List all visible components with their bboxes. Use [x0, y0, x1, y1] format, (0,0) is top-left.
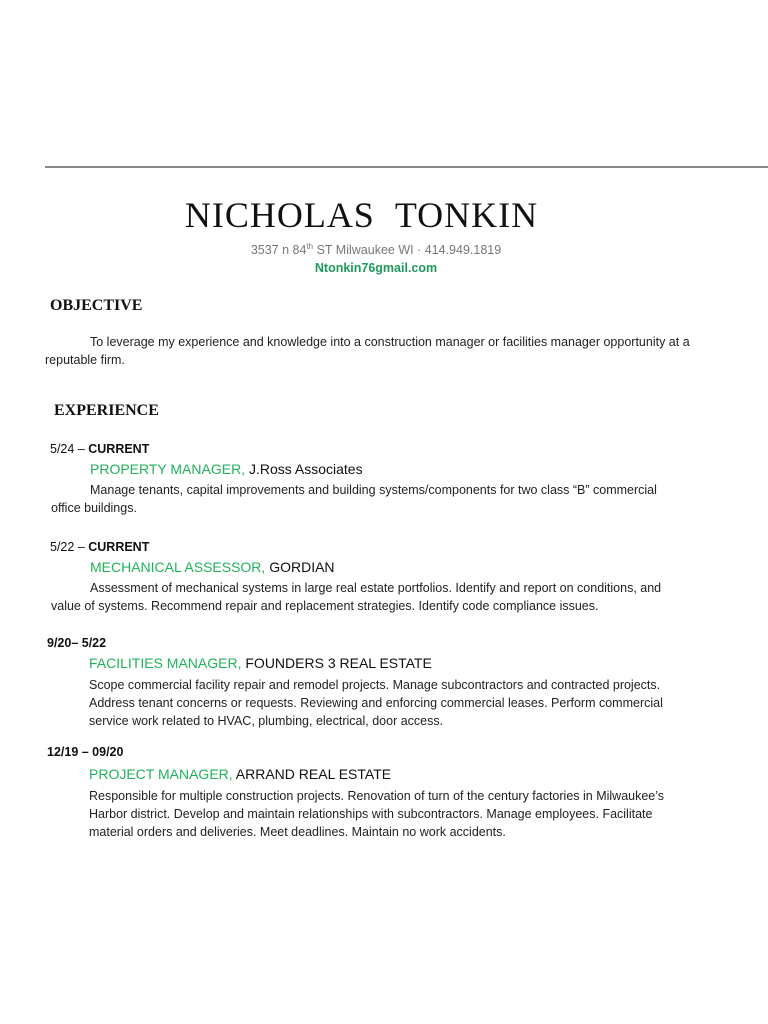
job-role	[89, 655, 432, 671]
job-desc-line: office buildings.	[51, 501, 137, 515]
job-desc-line: Harbor district. Develop and maintain relationships with subcontractors. Manage employees. Facilitate	[89, 807, 653, 821]
first-name: NICHOLAS	[184, 195, 375, 235]
objective-line-1: To leverage my experience and knowledge into a construction manager or facilities manager opportunity at a	[90, 335, 690, 349]
objective-line-2: reputable firm.	[45, 353, 125, 367]
job-date-start: 5/22 –	[50, 540, 89, 554]
job-desc-line: Responsible for multiple construction projects. Renovation of turn of the century factories in Milwaukee’s	[89, 789, 665, 803]
job-desc-line: Manage tenants, capital improvements and building systems/components for two class “B” commercial	[90, 483, 657, 497]
job-date-end: CURRENT	[88, 540, 150, 554]
job-desc-line: Address tenant concerns or requests. Reviewing and enforcing commercial leases. Perform commercial	[89, 696, 663, 710]
job-company: J.Ross Associates	[245, 461, 363, 477]
experience-heading: EXPERIENCE	[54, 402, 159, 419]
job-role	[90, 559, 335, 575]
job-desc-line: service work related to HVAC, plumbing, electrical, door access.	[89, 714, 444, 728]
last-name: TONKIN	[394, 195, 539, 235]
job-role	[90, 461, 363, 477]
objective-heading: OBJECTIVE	[50, 297, 143, 314]
job-title: FACILITIES MANAGER,	[89, 655, 242, 671]
job-desc-line: material orders and deliveries. Meet deadlines. Maintain no work accidents.	[89, 825, 506, 839]
job-date-start: 5/24 –	[50, 442, 89, 456]
job-company: GORDIAN	[265, 559, 335, 575]
job-date-start: 12/19 – 09/20	[47, 745, 124, 759]
job-date	[47, 745, 123, 759]
job-title: PROPERTY MANAGER,	[90, 461, 246, 477]
job-company: FOUNDERS 3 REAL ESTATE	[241, 655, 432, 671]
job-date-end: CURRENT	[88, 442, 150, 456]
job-title: PROJECT MANAGER,	[89, 766, 233, 782]
email-link[interactable]: Ntonkin76gmail.com	[314, 261, 438, 275]
job-desc-line: Assessment of mechanical systems in large real estate portfolios. Identify and report on conditions, and	[90, 581, 662, 595]
address-part2: ST Milwaukee WI · 414.949.1819	[313, 243, 502, 258]
job-date-start: 9/20– 5/22	[47, 636, 107, 650]
contact-line	[0, 242, 752, 257]
job-title: MECHANICAL ASSESSOR,	[90, 559, 266, 575]
address-sup: th	[306, 242, 314, 251]
page-title	[0, 194, 723, 236]
job-date	[50, 442, 149, 456]
job-date	[50, 540, 149, 554]
job-date	[47, 636, 106, 650]
address-part1: 3537 n 84	[250, 243, 307, 258]
top-divider	[45, 166, 768, 168]
job-role	[89, 766, 391, 782]
job-company: ARRAND REAL ESTATE	[232, 766, 392, 782]
job-desc-line: value of systems. Recommend repair and replacement strategies. Identify code compliance issues.	[51, 599, 599, 613]
job-desc-line: Scope commercial facility repair and remodel projects. Manage subcontractors and contracted projects.	[89, 678, 661, 692]
